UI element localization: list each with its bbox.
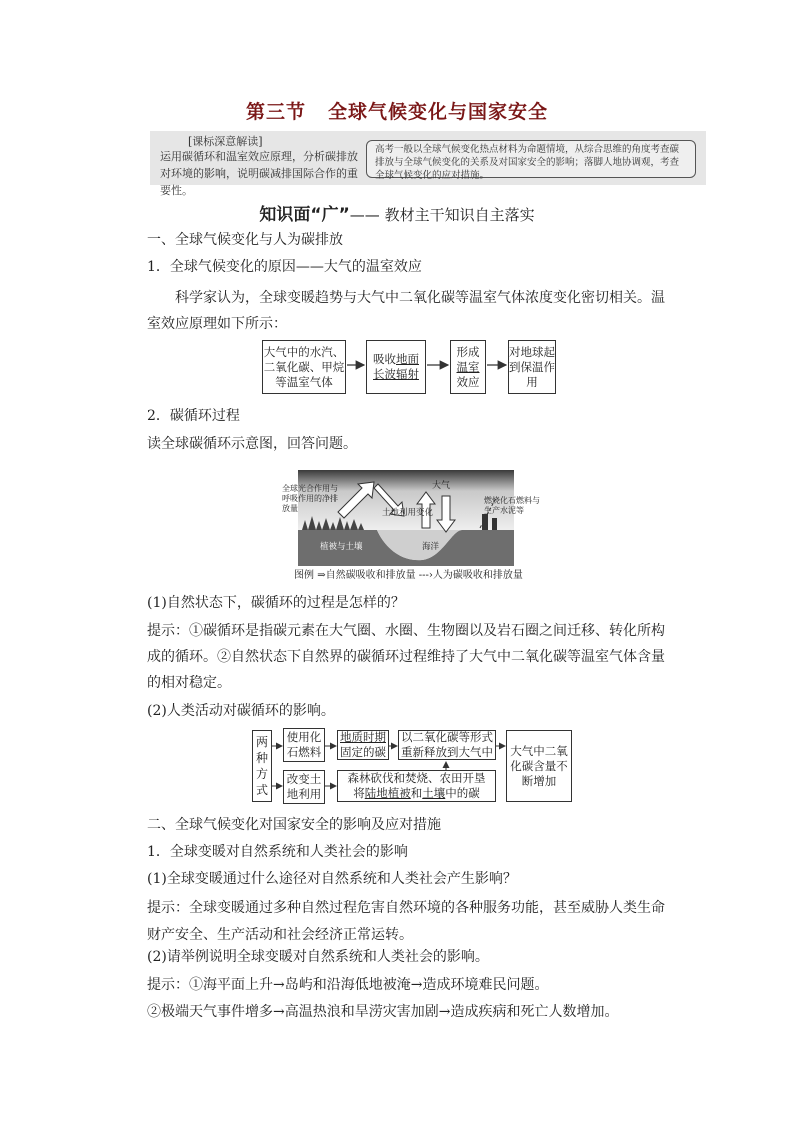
flow2-geologic-carbon: 地质时期 固定的碳 (337, 730, 389, 760)
flow1-box-keep-warm: 对地球起到保温作用 (508, 340, 556, 394)
human-dashed-arrow-icon: ‐‐‐› (418, 570, 433, 581)
label-ocean: 海洋 (422, 542, 440, 552)
flow1-box-greenhouse-gases: 大气中的水汽、二氧化碳、甲烷等温室气体 (262, 340, 346, 394)
flow2-release: 以二氧化碳等形式重新释放到大气中 (398, 730, 496, 760)
flow2-land-use: 改变土地利用 (283, 770, 325, 804)
label-fossil-fuel: 燃烧化石燃料与生产水泥等 (484, 496, 540, 515)
flow2-fossil-fuel: 使用化石燃料 (283, 728, 325, 762)
section2-q2: (2)请举例说明全球变暖对自然系统和人类社会的影响。 (147, 949, 489, 965)
label-atmosphere: 大气 (432, 481, 451, 491)
natural-arrow-icon: ⇒ (317, 570, 326, 581)
curriculum-standard-label: [课标深意解读] (188, 135, 263, 148)
section2-a2-line1: 提示：①海平面上升→岛屿和沿海低地被淹→造成环境难民问题。 (147, 977, 549, 993)
label-photosynthesis: 全球光合作用与呼吸作用的净排放量 (282, 484, 338, 513)
section2-a1: 提示：全球变暖通过多种自然过程危害自然环境的各种服务功能，甚至威胁人类生命财产安全、生产活动和社会经济正常运转。 (147, 900, 665, 943)
flow2-result: 大气中二氧化碳含量不断增加 (506, 730, 572, 802)
section1-sub2: 2．碳循环过程 (147, 408, 240, 424)
label-vegetation-soil: 植被与土壤 (320, 542, 363, 552)
page-title: 第三节 全球气候变化与国家安全 (245, 101, 549, 123)
section1-sub1: 1．全球气候变化的原因——大气的温室效应 (147, 259, 422, 275)
section1-q2: (2)人类活动对碳循环的影响。 (147, 703, 335, 719)
section1-q1: (1)自然状态下，碳循环的过程是怎样的？ (147, 595, 405, 611)
section1-a1: 提示：①碳循环是指碳元素在大气圈、水圈、生物圈以及岩石圈之间迁移、转化所构成的循环。②自然状态下自然界的碳循环过程维持了大气中二氧化碳等温室气体含量的相对稳定。 (147, 623, 665, 691)
section2-a2-line2: ②极端天气事件增多→高温热浪和旱涝灾害加剧→造成疾病和死亡人数增加。 (147, 1004, 619, 1020)
carbon-cycle-diagram (282, 470, 544, 582)
section1-read: 读全球碳循环示意图，回答问题。 (147, 436, 357, 452)
flow1-box-absorb: 吸收地面 长波辐射 (366, 340, 426, 394)
knowledge-heading: 知识面“广”—— 教材主干知识自主落实 (259, 205, 535, 225)
flow2-two-ways: 两种方式 (252, 730, 272, 802)
flow1-box-form-greenhouse: 形成 温室 效应 (450, 340, 486, 394)
label-land-use: 土地利用变化 (382, 508, 434, 518)
section1-heading: 一、全球气候变化与人为碳排放 (147, 232, 343, 248)
flow1-arrows (340, 355, 570, 375)
exam-analysis-box: 高考一般以全球气候变化热点材料为命题情境，从综合思维的角度考查碳排放与全球气候变化的关系及对国家安全的影响；落脚人地协调观，考查全球气候变化的应对措施。 (366, 140, 696, 178)
section2-heading: 二、全球气候变化对国家安全的影响及应对措施 (147, 817, 441, 833)
curriculum-standard-text: 运用碳循环和温室效应原理，分析碳排放对环境的影响，说明碳减排国际合作的重要性。 (160, 150, 358, 197)
section2-q1: (1)全球变暖通过什么途径对自然系统和人类社会产生影响？ (147, 871, 517, 887)
section1-para1: 科学家认为，全球变暖趋势与大气中二氧化碳等温室气体浓度变化密切相关。温室效应原理如下所示： (147, 290, 665, 332)
diagram-legend: 图例 ⇒自然碳吸收和排放量 ‐‐‐›人为碳吸收和排放量 (294, 570, 523, 581)
section2-sub1: 1．全球变暖对自然系统和人类社会的影响 (147, 844, 408, 860)
flow2-deforestation: 森林砍伐和焚烧、农田开垦 将陆地植被和土壤中的碳 (337, 770, 496, 802)
flow2-arrows (270, 730, 510, 806)
